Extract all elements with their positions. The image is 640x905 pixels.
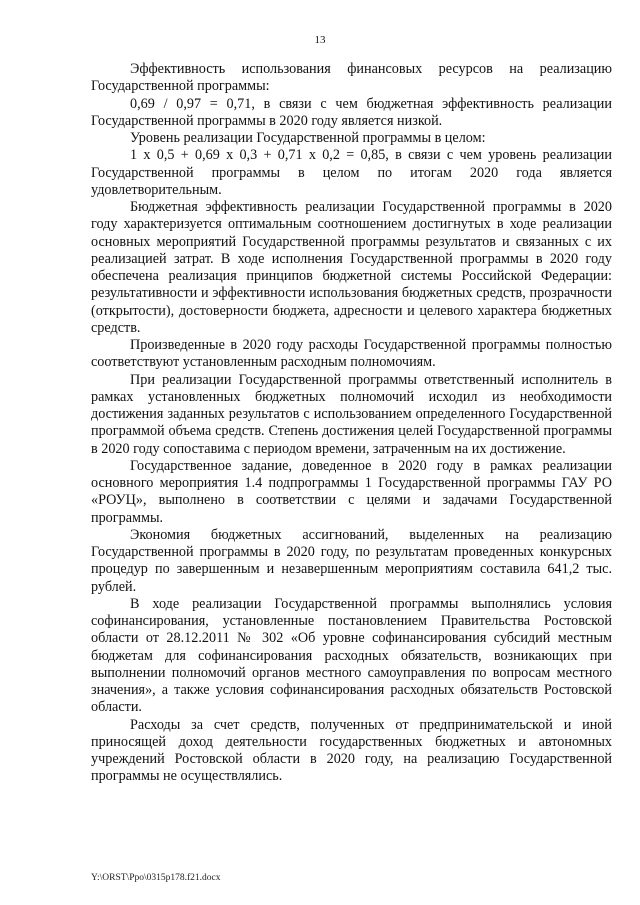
document-body (91, 61, 612, 786)
paragraph-expenses-compliance: Произведенные в 2020 году расходы Государственной программы полностью соответствуют установленным расходным полномочиям. (91, 337, 612, 371)
paragraph-implementation-level-heading: Уровень реализации Государственной программы в целом: (130, 130, 486, 146)
paragraph-budget-savings: Экономия бюджетных ассигнований, выделенных на реализацию Государственной программы в 2020 году, по результатам проведенных конкурсных процедур по завершенным и незавершенным мероприятиям составила 641,2 тыс. рублей. (91, 526, 612, 595)
paragraph-implementation-level-calc: 1 x 0,5 + 0,69 x 0,3 + 0,71 x 0,2 = 0,85, в связи с чем уровень реализации Государственной программы в целом по итогам 2020 года является удовлетворительным. (91, 147, 612, 198)
paragraph-income-generating-expenses: Расходы за счет средств, полученных от предпринимательской и иной приносящей доход деятельности государственных бюджетных и автономных учреждений Ростовской области в 2020 году, на реализацию Государственной программы не осуществлялись. (91, 716, 612, 785)
footer-file-path: Y:\ORST\Ppo\0315p178.f21.docx (91, 873, 221, 883)
paragraph-budget-efficiency-description: Бюджетная эффективность реализации Государственной программы в 2020 году характеризуется оптимальным соотношением достигнутых в ходе реализации основных мероприятий Государственной программы результатов и связанных с их реализацией затрат. В ходе исполнения Государственной программы в 2020 году обеспечена реализация принципов бюджетной системы Российской Федерации: результативности и эффективности использования бюджетных средств, прозрачности (открытости), достоверности бюджета, адресности и целевого характера бюджетных средств. (91, 199, 612, 336)
paragraph-budget-efficiency-calc: 0,69 / 0,97 = 0,71, в связи с чем бюджетная эффективность реализации Государственной программы в 2020 году является низкой. (91, 95, 612, 129)
paragraph-responsible-executor: При реализации Государственной программы ответственный исполнитель в рамках установленных бюджетных полномочий исходил из необходимости достижения заданных результатов с использованием определенного Государственной программой объема средств. Степень достижения целей Государственной программы в 2020 году сопоставима с периодом времени, затраченным на их достижение. (91, 371, 612, 457)
paragraph-state-assignment: Государственное задание, доведенное в 2020 году в рамках реализации основного мероприятия 1.4 подпрограммы 1 Государственной программы ГАУ РО «РОУЦ», выполнено в соответствии с целями и задачами Государственной программы. (91, 457, 612, 526)
paragraph-financial-efficiency-heading: Эффективность использования финансовых ресурсов на реализацию Государственной программы: (91, 61, 612, 95)
page-number: 13 (314, 34, 326, 46)
paragraph-cofinancing-conditions: В ходе реализации Государственной программы выполнялись условия софинансирования, установленные постановлением Правительства Ростовской области от 28.12.2011 № 302 «Об уровне софинансирования субсидий местным бюджетам для софинансирования расходных обязательств, возникающих при выполнении полномочий органов местного самоуправления по вопросам местного значения», а также условия софинансирования расходных обязательств Ростовской области. (91, 595, 612, 716)
